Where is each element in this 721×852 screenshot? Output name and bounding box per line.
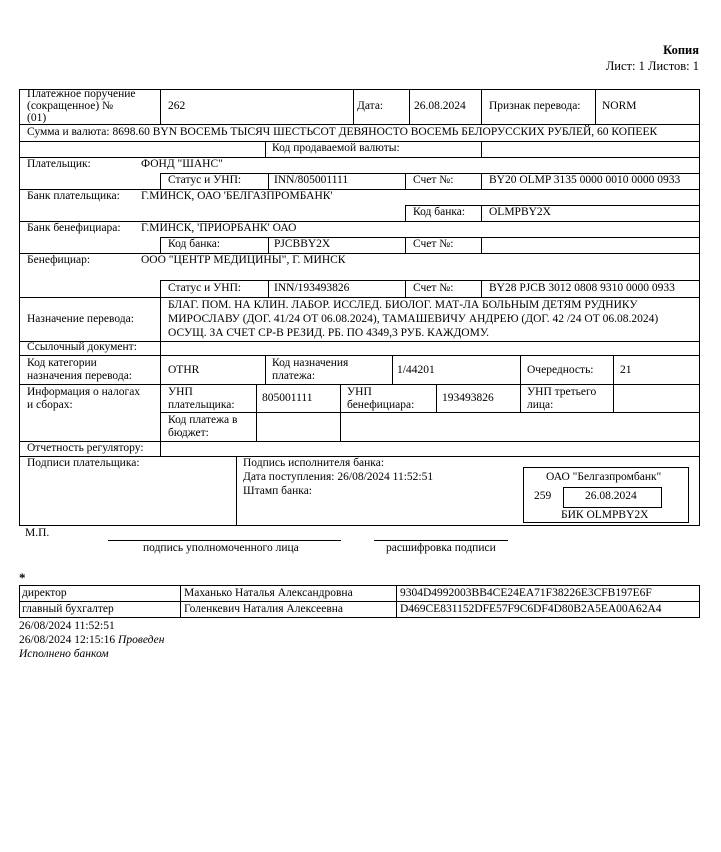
benef-name: ООО "ЦЕНТР МЕДИЦИНЫ", Г. МИНСК	[141, 254, 346, 266]
receipt-date: Дата поступления: 26/08/2024 11:52:51	[243, 471, 434, 483]
category-label-line: назначения перевода:	[27, 370, 132, 382]
tax-info-label-line: и сборах:	[27, 399, 73, 411]
benef-bank-code-label: Код банка:	[168, 238, 221, 250]
purpose-code: 1/44201	[397, 364, 435, 376]
benef-label: Бенефициар:	[27, 254, 91, 266]
benef-account-label: Счет №:	[413, 282, 454, 294]
payer-account-label: Счет №:	[413, 174, 454, 186]
stamp-bank-name: ОАО "Белгазпромбанк"	[546, 471, 662, 483]
purpose-line: ОСУЩ. ЗА СЧЕТ СР-В РЕЗИД. РБ. ПО 4349,3 РУБ. КАЖДОМУ.	[168, 327, 489, 339]
transfer-sign: NORM	[602, 100, 637, 112]
decode-line	[374, 540, 508, 541]
amount-line: Сумма и валюта: 8698.60 BYN ВОСЕМЬ ТЫСЯЧ ШЕСТЬСОТ ДЕВЯНОСТО ВОСЕМЬ БЕЛОРУССКИХ РУБЛЕЙ, 60 КОПЕЕК	[27, 126, 658, 138]
sign-caption: подпись уполномоченного лица	[143, 542, 299, 554]
benef-bank-label: Банк бенефициара:	[27, 222, 121, 234]
transfer-sign-label: Признак перевода:	[489, 100, 581, 112]
benef-unp: INN/193493826	[274, 282, 350, 294]
signer-name: Маханько Наталья Александровна	[184, 587, 353, 599]
purpose-code-label-line: платежа:	[272, 370, 316, 382]
payer-unp-label	[168, 386, 235, 412]
stamp-date: 26.08.2024	[585, 490, 637, 502]
executed-label: Исполнено банком	[19, 648, 109, 660]
purpose-code-label-line: Код назначения	[272, 357, 349, 369]
payer-account: BY20 OLMP 3135 0000 0010 0000 0933	[489, 174, 681, 186]
priority-label: Очередность:	[527, 364, 594, 376]
category-label	[27, 357, 132, 383]
purpose-line: МИРОСЛАВУ (ДОГ. 41/24 ОТ 06.08.2024), ТАМАШЕВИЧУ АНДРЕЮ (ДОГ. 42 /24 ОТ 06.08.2024)	[168, 313, 659, 325]
budget-code-label-line: бюджет:	[168, 427, 209, 439]
priority-value: 21	[620, 364, 632, 376]
payer-bank-code-label: Код банка:	[413, 206, 466, 218]
benef-bank-code: PJCBBY2X	[274, 238, 331, 250]
benef-unp-label-line: бенефициара:	[347, 399, 415, 411]
stamp-number: 259	[534, 490, 552, 502]
benef-status-label: Статус и УНП:	[168, 282, 242, 294]
sold-currency-label: Код продаваемой валюты:	[272, 142, 400, 154]
signature-line	[108, 540, 341, 541]
payer-unp-value: 805001111	[262, 392, 313, 404]
payer-signs-label: Подписи плательщика:	[27, 457, 140, 469]
order-number: 262	[168, 100, 186, 112]
tax-info-label-line: Информация о налогах	[27, 386, 141, 398]
budget-code-label	[168, 414, 237, 440]
signer-role: директор	[22, 587, 67, 599]
log-time-1: 26/08/2024 11:52:51	[19, 620, 115, 632]
benef-bank: Г.МИНСК, 'ПРИОРБАНК' ОАО	[141, 222, 297, 234]
third-unp-label-line: УНП третьего	[527, 386, 597, 398]
payer-bank-label: Банк плательщика:	[27, 190, 120, 202]
mp-label: М.П.	[25, 527, 50, 539]
benef-unp-label-line: УНП	[347, 386, 372, 398]
signer-name: Голенкевич Наталия Алексеевна	[184, 603, 344, 615]
decode-caption: расшифровка подписи	[386, 542, 496, 554]
third-unp-label	[527, 386, 596, 412]
payer-name: ФОНД "ШАНС"	[141, 158, 223, 170]
order-title-text: Платежное поручение (сокращенное) №	[27, 88, 136, 112]
benef-unp-label	[347, 386, 414, 412]
purpose-label: Назначение перевода:	[27, 313, 134, 325]
budget-code-label-line: Код платежа в	[168, 414, 238, 426]
payer-label: Плательщик:	[27, 158, 91, 170]
payer-bank-code: OLMPBY2X	[489, 206, 551, 218]
executor-sign-label: Подпись исполнителя банка:	[243, 457, 385, 469]
purpose-text	[168, 298, 658, 340]
payer-status-label: Статус и УНП:	[168, 174, 242, 186]
signer-hash: 9304D4992003BB4CE24EA71F38226E3CFB197E6F	[400, 587, 652, 599]
log-status-2: Проведен	[118, 634, 165, 646]
payer-unp-label-line: плательщика:	[168, 399, 235, 411]
benef-account: BY28 PJCB 3012 0808 9310 0000 0933	[489, 282, 675, 294]
stamp-label: Штамп банка:	[243, 485, 312, 497]
stamp-bik: БИК OLMPBY2X	[561, 509, 649, 521]
category-label-line: Код категории	[27, 357, 97, 369]
payer-unp-label-line: УНП	[168, 386, 193, 398]
benef-bank-account-label: Счет №:	[413, 238, 454, 250]
purpose-line: БЛАГ. ПОМ. НА КЛИН. ЛАБОР. ИССЛЕД. БИОЛОГ. МАТ-ЛА БОЛЬНЫМ ДЕТЯМ РУДНИКУ	[168, 299, 638, 311]
sheets-info: Лист: 1 Листов: 1	[605, 59, 699, 73]
regulator-label: Отчетность регулятору:	[27, 442, 144, 454]
log-entry-2	[19, 634, 164, 646]
category-value: OTHR	[168, 364, 200, 376]
purpose-code-label	[272, 357, 348, 383]
signer-hash: D469CE831152DFE57F9C6DF4D80B2A5EA00A62A4	[400, 603, 662, 615]
third-unp-label-line: лица:	[527, 399, 554, 411]
tax-info-label	[27, 386, 140, 412]
log-time-2: 26/08/2024 12:15:16	[19, 634, 116, 646]
ref-doc-label: Ссылочный документ:	[27, 341, 137, 353]
benef-unp-value: 193493826	[442, 392, 494, 404]
date-label: Дата:	[357, 100, 384, 112]
order-date: 26.08.2024	[414, 100, 466, 112]
payer-unp: INN/805001111	[274, 174, 349, 186]
order-title	[27, 88, 155, 124]
order-title-num: (01)	[27, 112, 47, 124]
copy-label: Копия	[663, 43, 699, 57]
payer-bank: Г.МИНСК, ОАО 'БЕЛГАЗПРОМБАНК'	[141, 190, 333, 202]
asterisk-mark: *	[19, 570, 26, 585]
signer-role: главный бухгалтер	[22, 603, 114, 615]
